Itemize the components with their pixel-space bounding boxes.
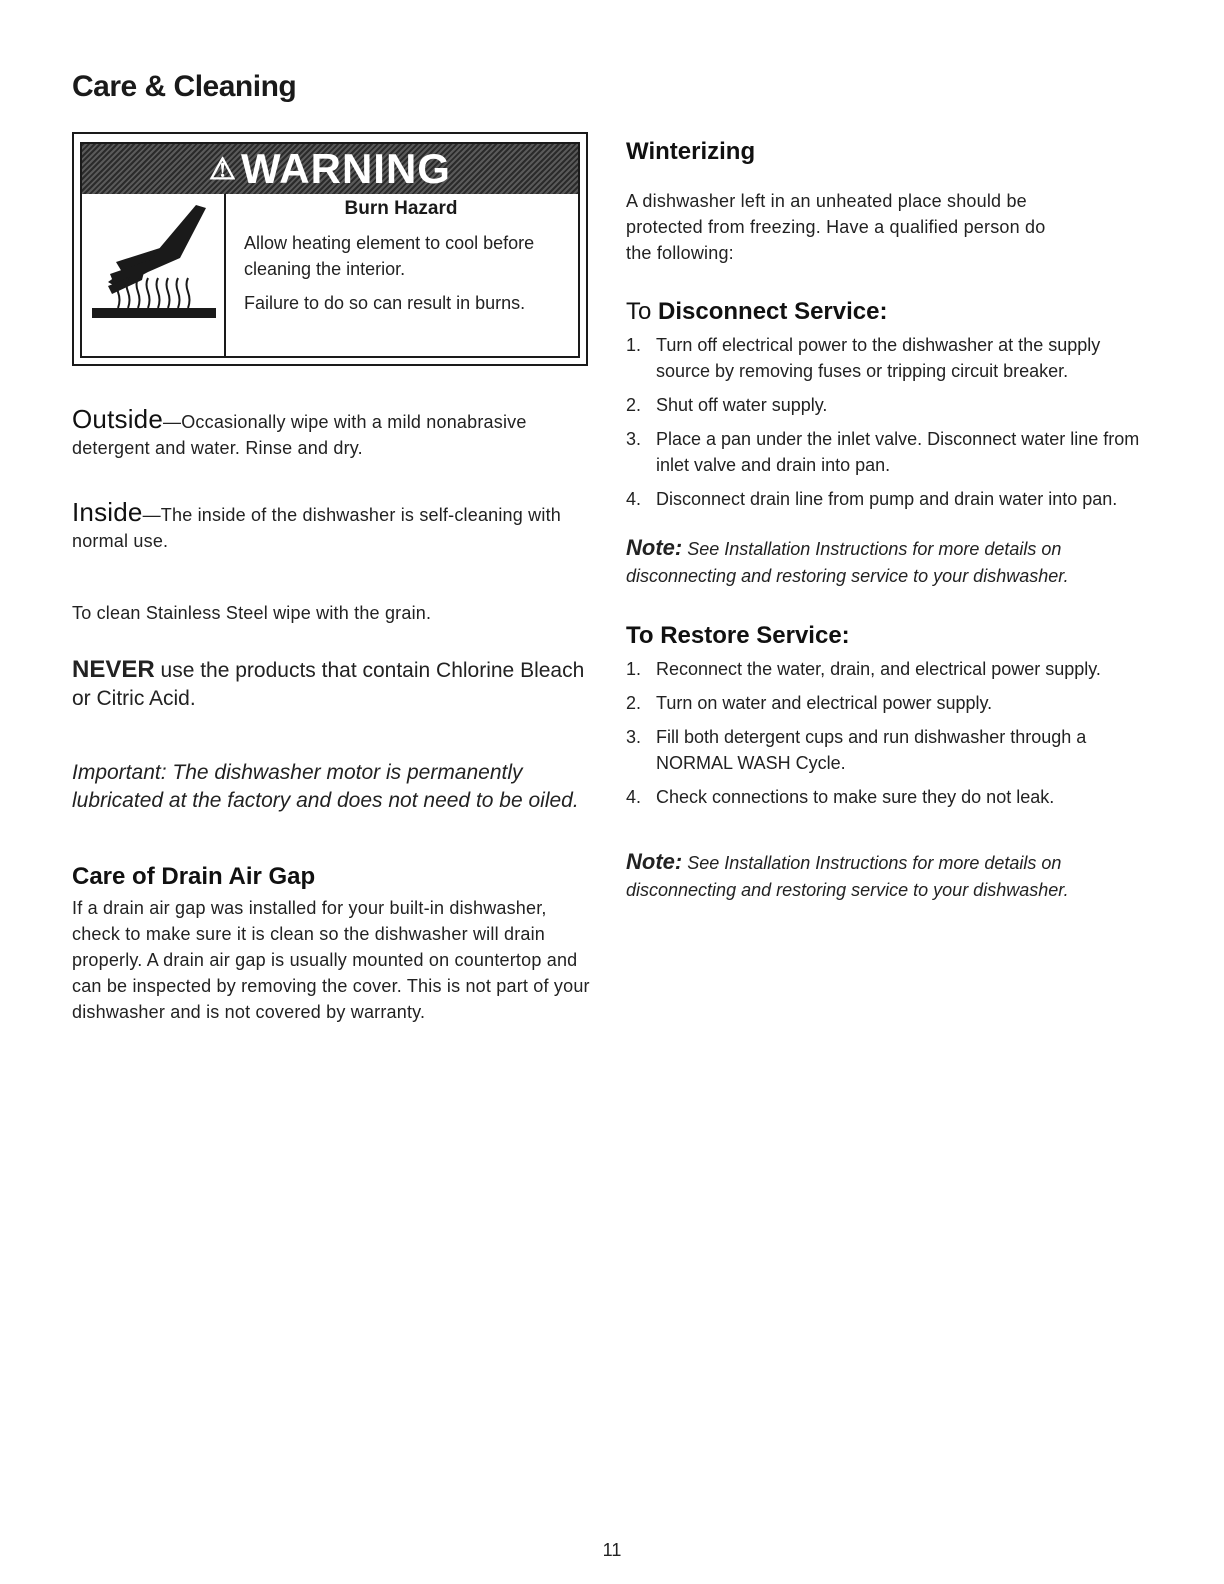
burn-hazard-icon [88, 200, 218, 320]
note-label: Note: [626, 849, 683, 874]
drain-air-gap-text: If a drain air gap was installed for your built-in dishwasher, check to make sure it is clean so the dishwasher will drain properly. A drain air gap is usually mounted on countertop and can be inspected by removing the cover. This is not part of your dishwasher and is not covered by warranty. [72, 898, 590, 1022]
warning-label: WARNING [240, 145, 451, 192]
disconnect-title-main: Disconnect Service: [658, 298, 888, 325]
list-item: 2. Turn on water and electrical power supply. [626, 693, 993, 713]
list-item: 1. Reconnect the water, drain, and electrical power supply. [626, 659, 1101, 679]
note-text: See Installation Instructions for more details on disconnecting and restoring service to your dishwasher. [626, 539, 1069, 586]
page-title: Care & Cleaning [72, 70, 297, 103]
inside-text: —The inside of the dishwasher is self-cleaning with normal use. [72, 505, 561, 551]
winterizing-text: A dishwasher left in an unheated place should be protected from freezing. Have a qualified person do the following: [626, 191, 1046, 263]
hazard-title: Burn Hazard [344, 198, 458, 219]
restore-steps [626, 656, 1146, 810]
important-paragraph: Important: The dishwasher motor is permanently lubricated at the factory and does not need to be oiled. [72, 761, 579, 812]
left-column [72, 132, 592, 1025]
restore-title-prefix: To [626, 622, 654, 649]
inside-paragraph [72, 499, 592, 554]
outside-lead: Outside [72, 404, 164, 434]
disconnect-title-prefix: To [626, 298, 652, 325]
warning-box [72, 132, 588, 366]
never-lead: NEVER [72, 656, 155, 683]
outside-paragraph [72, 406, 592, 461]
list-item: 1. Turn off electrical power to the dishwasher at the supply source by removing fuses or tripping circuit breaker. [626, 335, 1101, 381]
never-paragraph [72, 656, 592, 713]
outside-text: —Occasionally wipe with a mild nonabrasive detergent and water. Rinse and dry. [72, 412, 527, 458]
alert-triangle-icon: ⚠ [209, 152, 237, 186]
list-item: 3. Fill both detergent cups and run dishwasher through a NORMAL WASH Cycle. [626, 727, 1087, 773]
never-text: use the products that contain Chlorine Bleach or Citric Acid. [72, 659, 585, 710]
list-item: 4. Check connections to make sure they do not leak. [626, 787, 1055, 807]
disconnect-service-title [626, 298, 1146, 326]
list-item: 2. Shut off water supply. [626, 395, 828, 415]
winterizing-title: Winterizing [626, 138, 756, 165]
restore-note [626, 848, 1146, 904]
list-item: 3. Place a pan under the inlet valve. Disconnect water line from inlet valve and drain into pan. [626, 429, 1140, 475]
drain-air-gap-title: Care of Drain Air Gap [72, 863, 316, 890]
right-column [626, 132, 1146, 904]
restore-title-main: Restore Service: [660, 622, 850, 649]
warning-instruction: Allow heating element to cool before cleaning the interior. [244, 233, 535, 279]
restore-service-title [626, 622, 1146, 650]
warning-banner [82, 144, 578, 194]
note-label: Note: [626, 535, 683, 560]
stainless-paragraph: To clean Stainless Steel wipe with the grain. [72, 603, 432, 623]
list-item: 4. Disconnect drain line from pump and drain water into pan. [626, 489, 1118, 509]
warning-consequence: Failure to do so can result in burns. [244, 293, 526, 313]
inside-lead: Inside [72, 497, 143, 527]
page-number: 11 [602, 1540, 622, 1560]
note-text: See Installation Instructions for more details on disconnecting and restoring service to your dishwasher. [626, 853, 1069, 900]
disconnect-steps [626, 332, 1146, 512]
disconnect-note [626, 534, 1146, 590]
